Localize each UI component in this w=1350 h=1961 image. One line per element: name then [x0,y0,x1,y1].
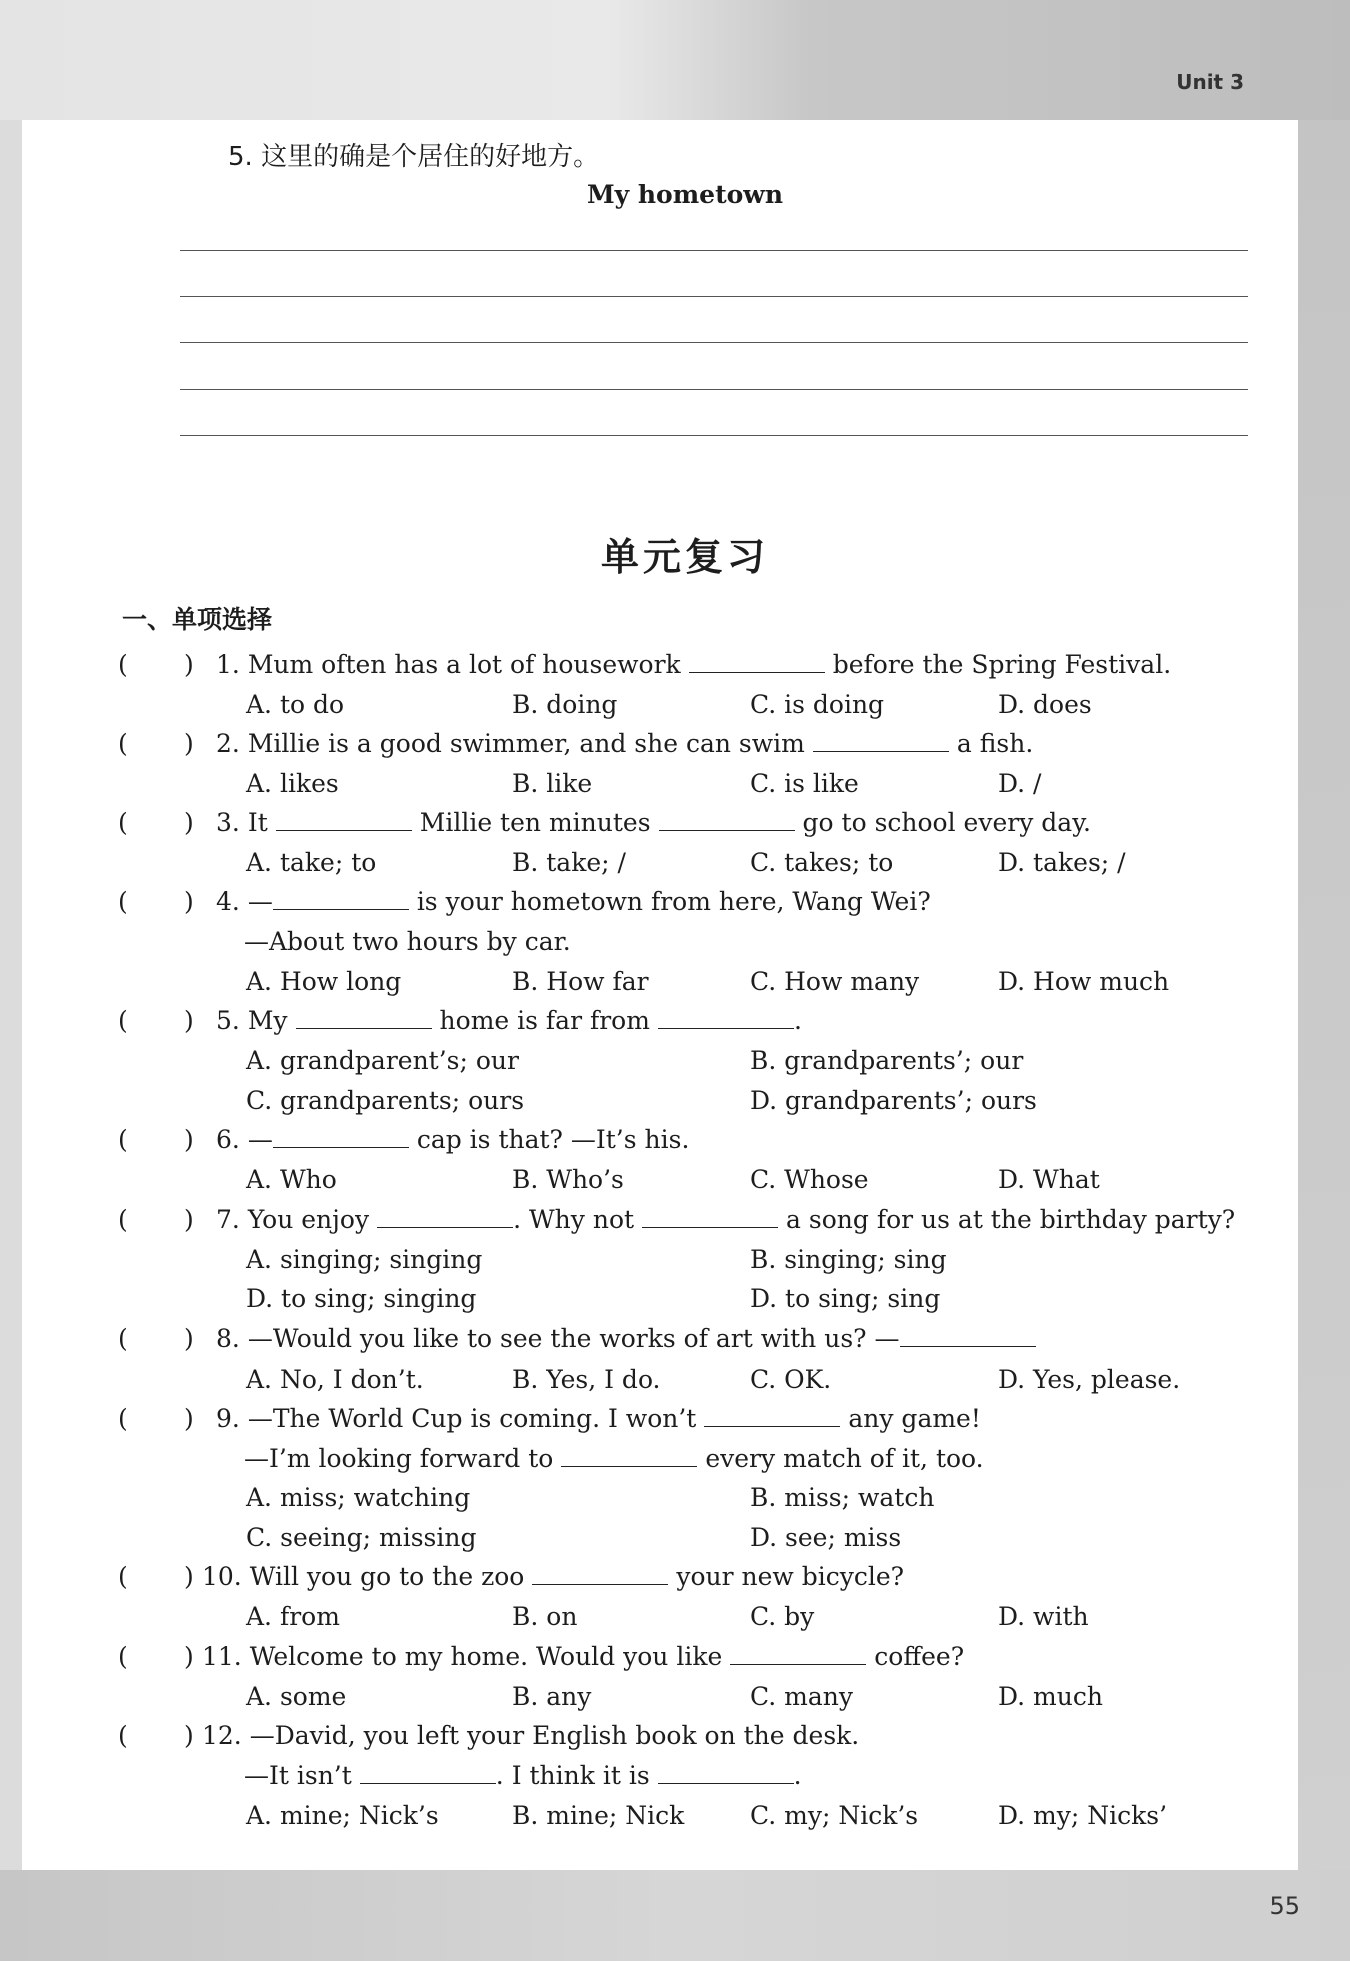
question-number: 6. [216,1125,240,1154]
answer-paren-close[interactable]: ) [184,1324,194,1353]
options-row [0,1041,1300,1081]
option-d[interactable]: D. much [998,1682,1103,1711]
answer-blank[interactable] [273,908,409,910]
option-d[interactable]: D. takes; / [998,848,1126,877]
answer-paren-close[interactable]: ) [184,1642,194,1671]
option-a[interactable]: A. grandparent’s; our [246,1046,519,1075]
option-b[interactable]: B. take; / [512,848,626,877]
answer-blank[interactable] [561,1465,697,1467]
question-text: . [793,1761,802,1790]
answer-paren-open: ( [118,1324,128,1353]
question-number: 3. [216,808,240,837]
question-12 [0,1716,1300,1756]
options-row [0,962,1300,1002]
options-row [0,764,1300,804]
question-number: 8. [216,1324,240,1353]
answer-paren-close[interactable]: ) [184,729,194,758]
unit-label: Unit 3 [1176,70,1244,94]
option-a[interactable]: A. take; to [246,848,377,877]
question-text: My [247,1006,288,1035]
answer-blank[interactable] [658,1027,794,1029]
option-a[interactable]: A. mine; Nick’s [246,1801,439,1830]
answer-blank[interactable] [360,1782,496,1784]
option-b[interactable]: B. miss; watch [750,1483,935,1512]
writing-line[interactable] [180,296,1248,297]
options-row [0,1518,1300,1558]
answer-blank[interactable] [658,1782,794,1784]
options-row [0,1597,1300,1637]
question-text: every match of it, too. [705,1444,984,1473]
answer-blank[interactable] [813,750,949,752]
writing-line[interactable] [180,250,1248,251]
option-a[interactable]: A. miss; watching [246,1483,471,1512]
part-heading: 一、单项选择 [122,605,273,634]
question-text: Millie is a good swimmer, and she can swim [247,729,805,758]
answer-paren-open: ( [118,1205,128,1234]
question-text: a fish. [956,729,1034,758]
option-c[interactable]: C. is like [750,769,859,798]
option-d[interactable]: D. my; Nicks’ [998,1801,1168,1830]
answer-blank[interactable] [704,1425,840,1427]
question-text: . [793,1006,802,1035]
question-number: 4. [216,887,240,916]
option-b[interactable]: B. on [512,1602,578,1631]
question-text: . I think it is [495,1761,650,1790]
option-a[interactable]: A. How long [246,967,402,996]
option-d[interactable]: D. What [998,1165,1100,1194]
option-a[interactable]: A. singing; singing [246,1245,483,1274]
option-c[interactable]: C. is doing [750,690,885,719]
question-text: —It isn’t [244,1761,352,1790]
answer-paren-open: ( [118,1721,128,1750]
answer-paren-close[interactable]: ) [184,808,194,837]
answer-paren-close[interactable]: ) [184,1205,194,1234]
option-a[interactable]: A. to do [246,690,345,719]
question-text: . Why not [513,1205,635,1234]
answer-paren-open: ( [118,1562,128,1591]
option-d[interactable]: D. grandparents’; ours [750,1086,1037,1115]
answer-paren-open: ( [118,1006,128,1035]
option-d[interactable]: D. / [998,769,1042,798]
answer-blank[interactable] [730,1663,866,1665]
options-row [0,1677,1300,1717]
options-row [0,1279,1300,1319]
question-10 [0,1557,1300,1597]
question-5 [0,1001,1300,1041]
option-c[interactable]: C. by [750,1602,815,1631]
option-c[interactable]: C. takes; to [750,848,894,877]
option-b[interactable]: B. any [512,1682,592,1711]
options-row [0,1160,1300,1200]
page-number: 55 [1269,1892,1300,1920]
answer-paren-open: ( [118,1404,128,1433]
answer-paren-close[interactable]: ) [184,1404,194,1433]
answer-blank[interactable] [296,1027,432,1029]
option-d[interactable]: D. see; miss [750,1523,902,1552]
option-c[interactable]: C. OK. [750,1365,832,1394]
question-number: 1. [216,650,240,679]
question-2 [0,724,1300,764]
answer-paren-close[interactable]: ) [184,1721,194,1750]
question-text: before the Spring Festival. [832,650,1172,679]
question-text: your new bicycle? [676,1562,905,1591]
question-4 [0,882,1300,922]
answer-blank[interactable] [273,1146,409,1148]
option-b[interactable]: B. Who’s [512,1165,624,1194]
question-text: —About two hours by car. [244,927,571,956]
answer-blank[interactable] [689,671,825,673]
question-text: go to school every day. [802,808,1091,837]
option-d[interactable]: D. with [998,1602,1089,1631]
question-text: any game! [848,1404,981,1433]
answer-paren-open: ( [118,808,128,837]
options-row [0,1081,1300,1121]
answer-paren-open: ( [118,1642,128,1671]
option-a[interactable]: A. from [246,1602,340,1631]
option-c[interactable]: D. to sing; singing [246,1284,477,1313]
option-c[interactable]: C. seeing; missing [246,1523,477,1552]
answer-paren-close[interactable]: ) [184,1125,194,1154]
option-b[interactable]: B. like [512,769,593,798]
option-c[interactable]: C. my; Nick’s [750,1801,919,1830]
question-6 [0,1120,1300,1160]
question-1 [0,645,1300,685]
options-row [0,685,1300,725]
bottom-margin-shade [0,1870,1350,1961]
question-text: It [247,808,268,837]
question-number: 7. [216,1205,240,1234]
question-text: Millie ten minutes [419,808,651,837]
answer-paren-open: ( [118,1125,128,1154]
writing-line[interactable] [180,435,1248,436]
answer-blank[interactable] [276,829,412,831]
question-11 [0,1637,1300,1677]
question-number: 9. [216,1404,240,1433]
answer-paren-close[interactable]: ) [184,650,194,679]
option-b[interactable]: B. singing; sing [750,1245,947,1274]
question-text: —David, you left your English book on the desk. [249,1721,860,1750]
question-text: —I’m looking forward to [244,1444,554,1473]
options-row [0,843,1300,883]
option-c[interactable]: C. Whose [750,1165,869,1194]
question-text: home is far from [439,1006,650,1035]
options-row [0,1240,1300,1280]
question-text: is your hometown from here, Wang Wei? [416,887,931,916]
answer-blank[interactable] [642,1226,778,1228]
question-text: You enjoy [247,1205,370,1234]
option-c[interactable]: C. grandparents; ours [246,1086,525,1115]
option-b[interactable]: B. How far [512,967,649,996]
option-d[interactable]: D. to sing; sing [750,1284,941,1313]
question-text: Welcome to my home. Would you like [249,1642,723,1671]
question-text: —The World Cup is coming. I won’t [247,1404,697,1433]
right-margin-shade [1298,120,1350,1880]
option-a[interactable]: A. Who [246,1165,337,1194]
question-8 [0,1319,1300,1359]
option-a[interactable]: A. some [246,1682,347,1711]
option-b[interactable]: B. Yes, I do. [512,1365,661,1394]
question-text: Will you go to the zoo [249,1562,525,1591]
option-d[interactable]: D. Yes, please. [998,1365,1181,1394]
question-7 [0,1200,1300,1240]
writing-task: 5. 这里的确是个居住的好地方。 [228,142,600,172]
option-a[interactable]: A. likes [246,769,339,798]
answer-blank[interactable] [900,1345,1036,1347]
option-b[interactable]: B. doing [512,690,618,719]
answer-paren-open: ( [118,729,128,758]
question-text: —Would you like to see the works of art with us? — [247,1324,900,1353]
answer-paren-close[interactable]: ) [184,1006,194,1035]
writing-line[interactable] [180,389,1248,390]
question-9 [0,1399,1300,1439]
option-b[interactable]: B. mine; Nick [512,1801,685,1830]
question-number: 2. [216,729,240,758]
option-d[interactable]: D. does [998,690,1092,719]
answer-blank[interactable] [532,1583,668,1585]
question-9-reply [0,1439,1300,1479]
options-row [0,1360,1300,1400]
option-c[interactable]: C. many [750,1682,853,1711]
writing-title: My hometown [586,180,784,209]
answer-blank[interactable] [659,829,795,831]
options-row [0,1796,1300,1836]
question-text: a song for us at the birthday party? [786,1205,1236,1234]
question-4-reply [0,922,1300,962]
answer-paren-open: ( [118,650,128,679]
option-c[interactable]: C. How many [750,967,920,996]
answer-paren-close[interactable]: ) [184,887,194,916]
writing-line[interactable] [180,342,1248,343]
options-row [0,1478,1300,1518]
question-number: 10. [202,1562,242,1591]
option-a[interactable]: A. No, I don’t. [246,1365,424,1394]
option-d[interactable]: D. How much [998,967,1170,996]
question-number: 12. [202,1721,242,1750]
answer-blank[interactable] [377,1226,513,1228]
answer-paren-close[interactable]: ) [184,1562,194,1591]
question-text: coffee? [874,1642,965,1671]
option-b[interactable]: B. grandparents’; our [750,1046,1024,1075]
question-3 [0,803,1300,843]
question-text: — [247,887,273,916]
question-text: Mum often has a lot of housework [247,650,681,679]
question-text: — [247,1125,273,1154]
question-number: 11. [202,1642,242,1671]
question-text: cap is that? —It’s his. [416,1125,690,1154]
top-margin-shade [0,0,1350,120]
answer-paren-open: ( [118,887,128,916]
question-number: 5. [216,1006,240,1035]
question-12-reply [0,1756,1300,1796]
section-title: 单元复习 [600,535,769,579]
